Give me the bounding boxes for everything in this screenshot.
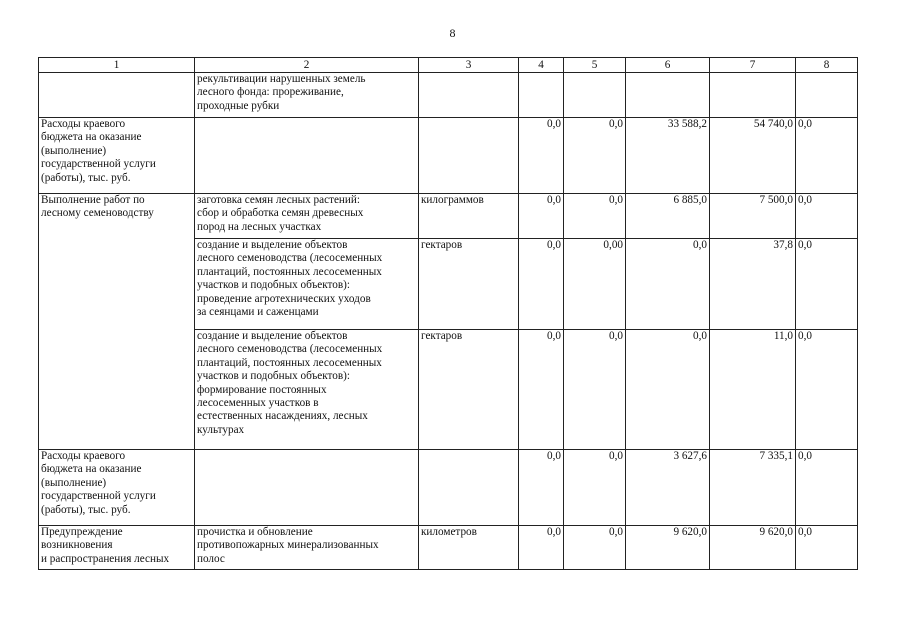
table-cell: 0,0 (519, 450, 564, 526)
column-header: 8 (796, 58, 858, 73)
table-cell (564, 73, 626, 118)
table-row (39, 194, 858, 239)
column-header: 7 (710, 58, 796, 73)
table-cell: 6 885,0 (626, 194, 710, 239)
table-cell: 0,0 (564, 330, 626, 450)
table-cell: килограммов (419, 194, 519, 239)
column-header: 4 (519, 58, 564, 73)
table-cell: рекультивации нарушенных земель лесного фонда: прореживание, проходные рубки (195, 73, 419, 118)
table-cell: Расходы краевого бюджета на оказание (выполнение) государственной услуги (работы), тыс. руб. (39, 118, 195, 194)
table-cell: заготовка семян лесных растений: сбор и обработка семян древесных пород на лесных участках (195, 194, 419, 239)
column-header: 3 (419, 58, 519, 73)
table-row (39, 73, 858, 118)
table-cell: 54 740,0 (710, 118, 796, 194)
table-cell: 0,0 (626, 239, 710, 330)
table-cell: 0,0 (519, 526, 564, 570)
table-cell: Расходы краевого бюджета на оказание (выполнение) государственной услуги (работы), тыс. руб. (39, 450, 195, 526)
table-cell: 0,0 (519, 239, 564, 330)
table-row (39, 450, 858, 526)
table-cell: 0,00 (564, 239, 626, 330)
column-header: 5 (564, 58, 626, 73)
table-header-row (39, 58, 858, 73)
table-cell: гектаров (419, 239, 519, 330)
table-cell: 0,0 (564, 526, 626, 570)
table-cell: 9 620,0 (626, 526, 710, 570)
table-cell: 0,0 (564, 450, 626, 526)
table-cell: 33 588,2 (626, 118, 710, 194)
table-cell: прочистка и обновление противопожарных минерализованных полос (195, 526, 419, 570)
table-cell (419, 73, 519, 118)
table-cell: 0,0 (796, 239, 858, 330)
table-row (39, 526, 858, 570)
table-cell: 9 620,0 (710, 526, 796, 570)
table-cell: создание и выделение объектов лесного семеноводства (лесосеменных плантаций, постоянных лесосеменных участков и подобных объектов): формирование постоянных лесосеменных участков в естественных насаждениях, лесных культурах (195, 330, 419, 450)
table-cell: 37,8 (710, 239, 796, 330)
table-cell (710, 73, 796, 118)
column-header: 6 (626, 58, 710, 73)
table-cell: 0,0 (564, 118, 626, 194)
table-cell: 0,0 (796, 118, 858, 194)
table-cell: 0,0 (519, 330, 564, 450)
page-number: 8 (449, 26, 456, 40)
table-cell (195, 118, 419, 194)
table-cell (419, 118, 519, 194)
table-cell: гектаров (419, 330, 519, 450)
table-cell: Предупреждение возникновения и распространения лесных (39, 526, 195, 570)
table-cell: 0,0 (626, 330, 710, 450)
table-cell: 7 500,0 (710, 194, 796, 239)
table-cell: 7 335,1 (710, 450, 796, 526)
table-cell: 0,0 (519, 194, 564, 239)
table-cell (519, 73, 564, 118)
table-cell (626, 73, 710, 118)
table-row (39, 118, 858, 194)
table-cell: 0,0 (796, 330, 858, 450)
column-header: 2 (195, 58, 419, 73)
column-header: 1 (39, 58, 195, 73)
table-cell (796, 73, 858, 118)
table-cell: 0,0 (564, 194, 626, 239)
table-cell: 0,0 (796, 450, 858, 526)
table-cell: 0,0 (796, 526, 858, 570)
table-cell: создание и выделение объектов лесного семеноводства (лесосеменных плантаций, постоянных лесосеменных участков и подобных объектов): проведение агротехнических уходов за сеянцами и саженцами (195, 239, 419, 330)
table-cell: 3 627,6 (626, 450, 710, 526)
table-cell (195, 450, 419, 526)
table-cell: 0,0 (796, 194, 858, 239)
table-cell (39, 73, 195, 118)
table-cell: Выполнение работ по лесному семеноводству (39, 194, 195, 450)
table-cell: 11,0 (710, 330, 796, 450)
table-cell: 0,0 (519, 118, 564, 194)
table-cell (419, 450, 519, 526)
data-table (38, 57, 858, 570)
table-cell: километров (419, 526, 519, 570)
